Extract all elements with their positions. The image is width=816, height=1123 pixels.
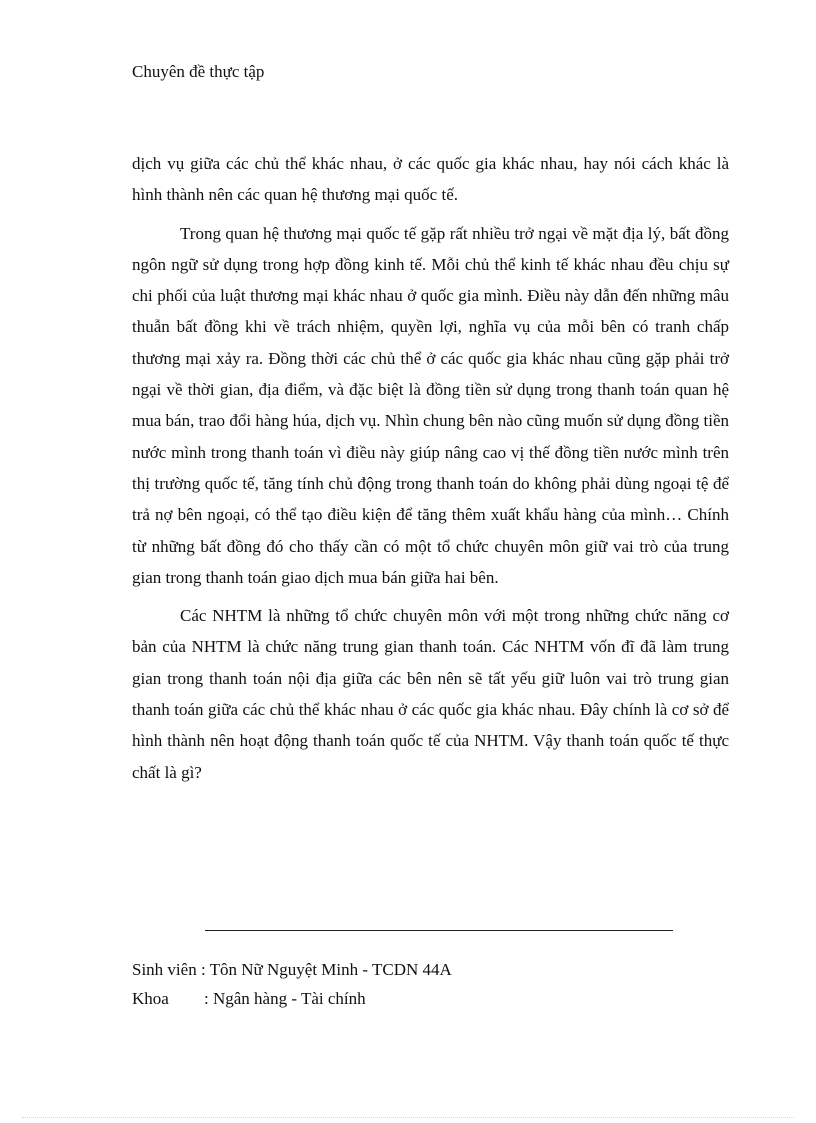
body-paragraph: Trong quan hệ thương mại quốc tế gặp rất nhiều trở ngại về mặt địa lý, bất đồng ngôn ngữ sử dụng trong hợp đồng kinh tế. Mỗi chủ thể kinh tế khác nhau đều chịu sự chi phối của luật thương mại khác nhau ở quốc gia mình. Điều này dẫn đến những mâu thuẫn bất đồng khi về trách nhiệm, quyền lợi, nghĩa vụ của mỗi bên có tranh chấp thương mại xảy ra. Đồng thời các chủ thể ở các quốc gia khác nhau cũng gặp phải trở ngại về thời gian, địa điểm, và đặc biệt là đồng tiền sử dụng trong thanh toán quan hệ mua bán, trao đổi hàng húa, dịch vụ. Nhìn chung bên nào cũng muốn sử dụng đồng tiền nước mình trong thanh toán vì điều này giúp nâng cao vị thế đồng tiền nước mình trên thị trường quốc tế, tăng tính chủ động trong thanh toán do không phải dùng ngoại tệ để trả nợ bên ngoại, có thể tạo điều kiện để tăng thêm xuất khẩu hàng của mình… Chính từ những bất đồng đó cho thấy cần có một tổ chức chuyên môn giữ vai trò của trung gian trong thanh toán giao dịch mua bán giữa hai bên. — [132, 223, 729, 587]
faculty-value: : Ngân hàng - Tài chính — [204, 989, 366, 1008]
page-bottom-border — [22, 1117, 794, 1118]
footer-divider — [205, 930, 673, 931]
faculty-row — [132, 984, 452, 1013]
page-header: Chuyên đề thực tập — [132, 62, 265, 81]
faculty-label: Khoa — [132, 989, 169, 1008]
student-label: Sinh viên — [132, 960, 197, 979]
body-paragraph: dịch vụ giữa các chủ thể khác nhau, ở các quốc gia khác nhau, hay nói cách khác là hình thành nên các quan hệ thương mại quốc tế. — [132, 154, 729, 205]
document-body — [132, 148, 729, 795]
body-paragraph: Các NHTM là những tổ chức chuyên môn với một trong những chức năng cơ bản của NHTM là chức năng trung gian thanh toán. Các NHTM vốn đĩ đã làm trung gian trong thanh toán nội địa giữa các bên nên sẽ tất yếu giữ luôn vai trò trung gian thanh toán giữa các chủ thể khác nhau ở các quốc gia khác nhau. Đây chính là cơ sở để hình thành nên hoạt động thanh toán quốc tế của NHTM. Vậy thanh toán quốc tế thực chất là gì? — [132, 606, 729, 782]
student-value: : Tôn Nữ Nguyệt Minh - TCDN 44A — [200, 960, 452, 979]
student-row — [132, 955, 452, 984]
footer-info — [132, 955, 452, 1013]
